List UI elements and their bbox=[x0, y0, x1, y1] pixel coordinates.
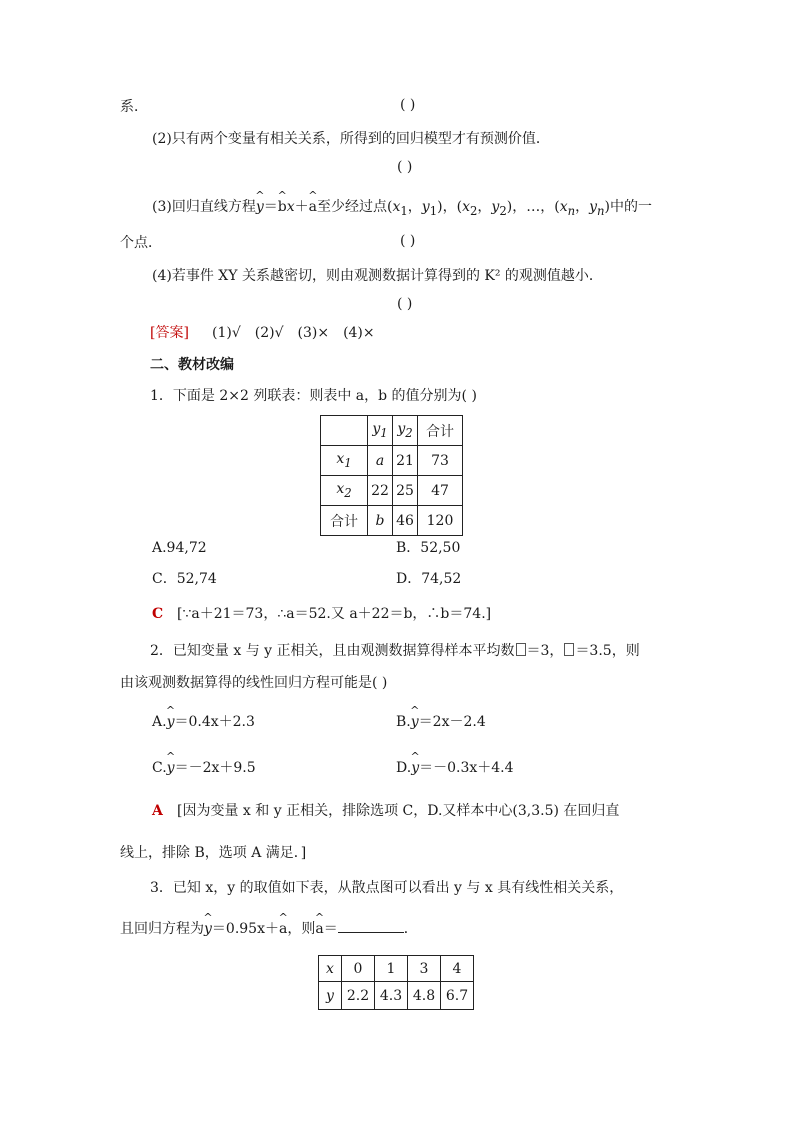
p3-cell: 6.7 bbox=[441, 982, 474, 1010]
p2-explanation-line1: [因为变量 x 和 y 正相关，排除选项 C，D.又样本中心(3,3.5) 在回归直 bbox=[177, 803, 620, 819]
p1-cell: 120 bbox=[418, 506, 463, 536]
p2-answer-letter: A bbox=[152, 803, 163, 819]
p1-header-total: 合计 bbox=[418, 416, 463, 446]
p3-cell: x bbox=[319, 956, 342, 982]
p3-question-line1: 3．已知 x，y 的取值如下表，从散点图可以看出 y 与 x 具有线性相关关系， bbox=[150, 880, 624, 896]
p1-question: 1．下面是 2×2 列联表：则表中 a，b 的值分别为( ) bbox=[150, 388, 477, 404]
p1-row-x1-label: $x_1$ bbox=[321, 446, 368, 476]
p1-header-y1: $y_1$ bbox=[368, 416, 393, 446]
p3-cell: 4 bbox=[441, 956, 474, 982]
q3-tail: 个点． bbox=[120, 235, 162, 251]
b-hat: ^ b bbox=[278, 197, 287, 217]
p3-cell: 3 bbox=[408, 956, 441, 982]
q4-paren: ( ) bbox=[397, 296, 413, 312]
p1-option-d: D．74,52 bbox=[396, 571, 462, 587]
p2-option-b: B.^ y＝2x－2.4 bbox=[396, 712, 486, 732]
q3-mid: 至少经过点( bbox=[317, 199, 393, 215]
p1-cell: a bbox=[368, 446, 393, 476]
p2-question-line1 bbox=[150, 641, 640, 661]
q2-paren: ( ) bbox=[397, 159, 413, 175]
p3-xy-table bbox=[318, 955, 474, 1010]
y-bar-symbol bbox=[564, 643, 574, 656]
p1-cell: b bbox=[368, 506, 393, 536]
p1-cell: 21 bbox=[393, 446, 418, 476]
p1-option-b: B．52,50 bbox=[396, 540, 461, 556]
a-hat: ^ a bbox=[309, 197, 317, 217]
answer-blank[interactable] bbox=[338, 918, 404, 933]
p3-cell: 2.2 bbox=[342, 982, 375, 1010]
p1-header-y2: $y_2$ bbox=[393, 416, 418, 446]
p1-cell: 73 bbox=[418, 446, 463, 476]
p2-option-c: C.^ y＝－2x＋9.5 bbox=[152, 758, 256, 778]
p1-explanation: [∵a＋21＝73，∴a＝52.又 a＋22＝b，∴b＝74.] bbox=[177, 606, 492, 622]
p2-question-line2: 由该观测数据算得的线性回归方程可能是( ) bbox=[120, 675, 388, 691]
p1-option-a: A.94,72 bbox=[152, 540, 207, 556]
p1-cell: 46 bbox=[393, 506, 418, 536]
p1-cell: 47 bbox=[418, 476, 463, 506]
answer-text: (1)√ (2)√ (3)× (4)× bbox=[212, 325, 375, 341]
q4-statement: (4)若事件 XY 关系越密切，则由观测数据计算得到的 K² 的观测值越小． bbox=[152, 268, 603, 284]
p2-explanation-line2: 线上，排除 B，选项 A 满足．] bbox=[120, 845, 307, 861]
p3-cell: 4.3 bbox=[375, 982, 408, 1010]
p1-answer-letter: C bbox=[152, 606, 164, 622]
p3-cell: 1 bbox=[375, 956, 408, 982]
p1-row-x2-label: $x_2$ bbox=[321, 476, 368, 506]
p3-cell: 4.8 bbox=[408, 982, 441, 1010]
x-bar-symbol bbox=[516, 643, 526, 656]
p1-cell: 22 bbox=[368, 476, 393, 506]
p2-q-text: 2．已知变量 x 与 y 正相关，且由观测数据算得样本平均数 bbox=[150, 643, 515, 659]
p1-row-total-label: 合计 bbox=[321, 506, 368, 536]
q3-paren: ( ) bbox=[400, 233, 416, 249]
p3-cell: y bbox=[319, 982, 342, 1010]
p1-contingency-table bbox=[320, 415, 463, 536]
p3-cell: 0 bbox=[342, 956, 375, 982]
q2-statement: (2)只有两个变量有相关关系，所得到的回归模型才有预测价值． bbox=[152, 131, 550, 147]
p2-mean-x: ＝3， bbox=[526, 643, 564, 659]
q1-paren: ( ) bbox=[400, 97, 416, 113]
q3-pre: (3)回归直线方程 bbox=[152, 199, 256, 215]
answer-label: [答案] bbox=[150, 325, 189, 341]
p2-option-d: D.^ y＝－0.3x＋4.4 bbox=[396, 758, 514, 778]
y-hat: ^ y bbox=[256, 197, 264, 217]
section-title: 二、教材改编 bbox=[150, 357, 234, 373]
q3-end: )中的一 bbox=[604, 199, 653, 215]
p3-question-line2: 且回归方程为^ y＝0.95x＋^ a，则^ a＝ ． bbox=[120, 918, 418, 939]
q3-statement: (3)回归直线方程^ y＝^ bx＋^ a至少经过点($x_1$，$y_1$)，($x_2$，$y_2$)，…，($x_n$，$y_n$)中的一 bbox=[152, 197, 652, 221]
p1-header-blank bbox=[321, 416, 368, 446]
q1-tail: 系． bbox=[120, 99, 148, 115]
p1-cell: 25 bbox=[393, 476, 418, 506]
p1-option-c: C．52,74 bbox=[152, 571, 217, 587]
p2-option-a: A.^ y＝0.4x＋2.3 bbox=[152, 712, 255, 732]
p2-mean-y: ＝3.5，则 bbox=[575, 643, 640, 659]
